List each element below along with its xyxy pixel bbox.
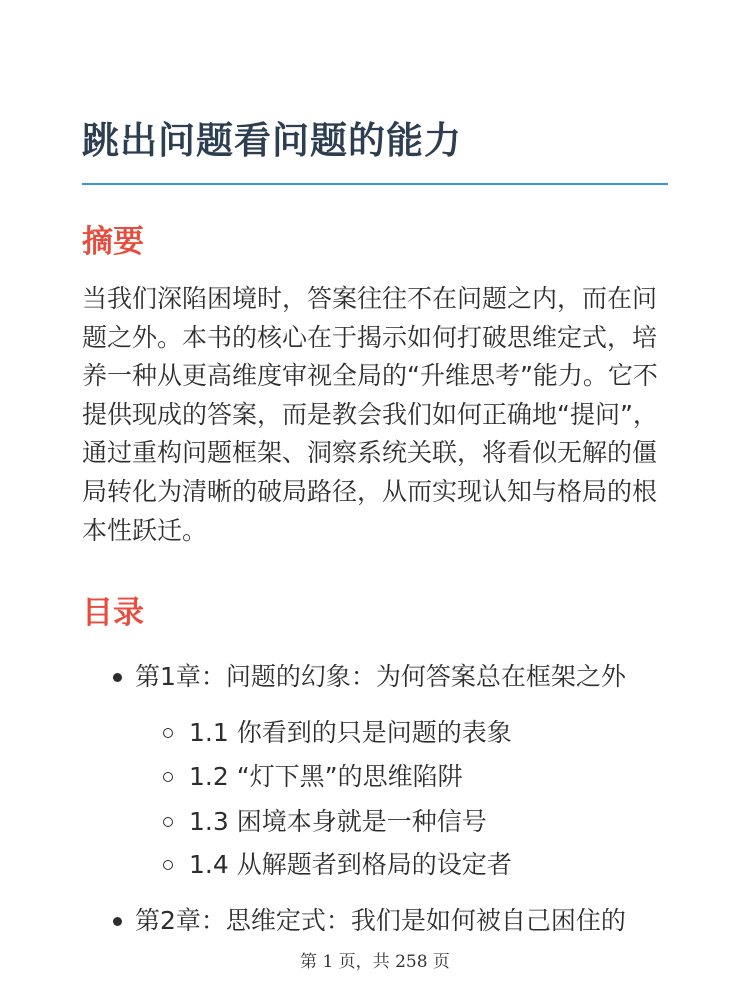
toc-item-label: 1.2 “灯下黑”的思维陷阱 (189, 762, 463, 791)
bullet-circle-icon (163, 772, 173, 782)
bullet-circle-icon (163, 817, 173, 827)
toc-item-label: 1.4 从解题者到格局的设定者 (189, 850, 512, 879)
summary-heading: 摘要 (82, 224, 144, 260)
bullet-circle-icon (163, 728, 173, 738)
bullet-circle-icon (163, 860, 173, 870)
toc-heading: 目录 (82, 595, 144, 631)
summary-paragraph: 当我们深陷困境时，答案往往不在问题之内，而在问题之外。本书的核心在于揭示如何打破思维定式，培养一种从更高维度审视全局的“升维思考”能力。它不提供现成的答案，而是教会我们如何正确地“提问”，通过重构问题框架、洞察系统关联，将看似无解的僵局转化为清晰的破局路径，从而实现认知与格局的根本性跃迁。 (82, 284, 658, 545)
toc-item-label: 第2章：思维定式：我们是如何被自己困住的 (135, 906, 626, 935)
toc-item-label: 1.3 困境本身就是一种信号 (189, 807, 487, 836)
toc-item-label: 1.1 你看到的只是问题的表象 (189, 718, 512, 747)
toc-item-label: 第1章：问题的幻象：为何答案总在框架之外 (135, 662, 626, 691)
bullet-dot-icon (113, 917, 122, 926)
page-title: 跳出问题看问题的能力 (82, 119, 462, 162)
bullet-dot-icon (113, 673, 122, 682)
page-number-footer: 第 1 页，共 258 页 (300, 952, 450, 972)
title-divider (82, 183, 668, 185)
